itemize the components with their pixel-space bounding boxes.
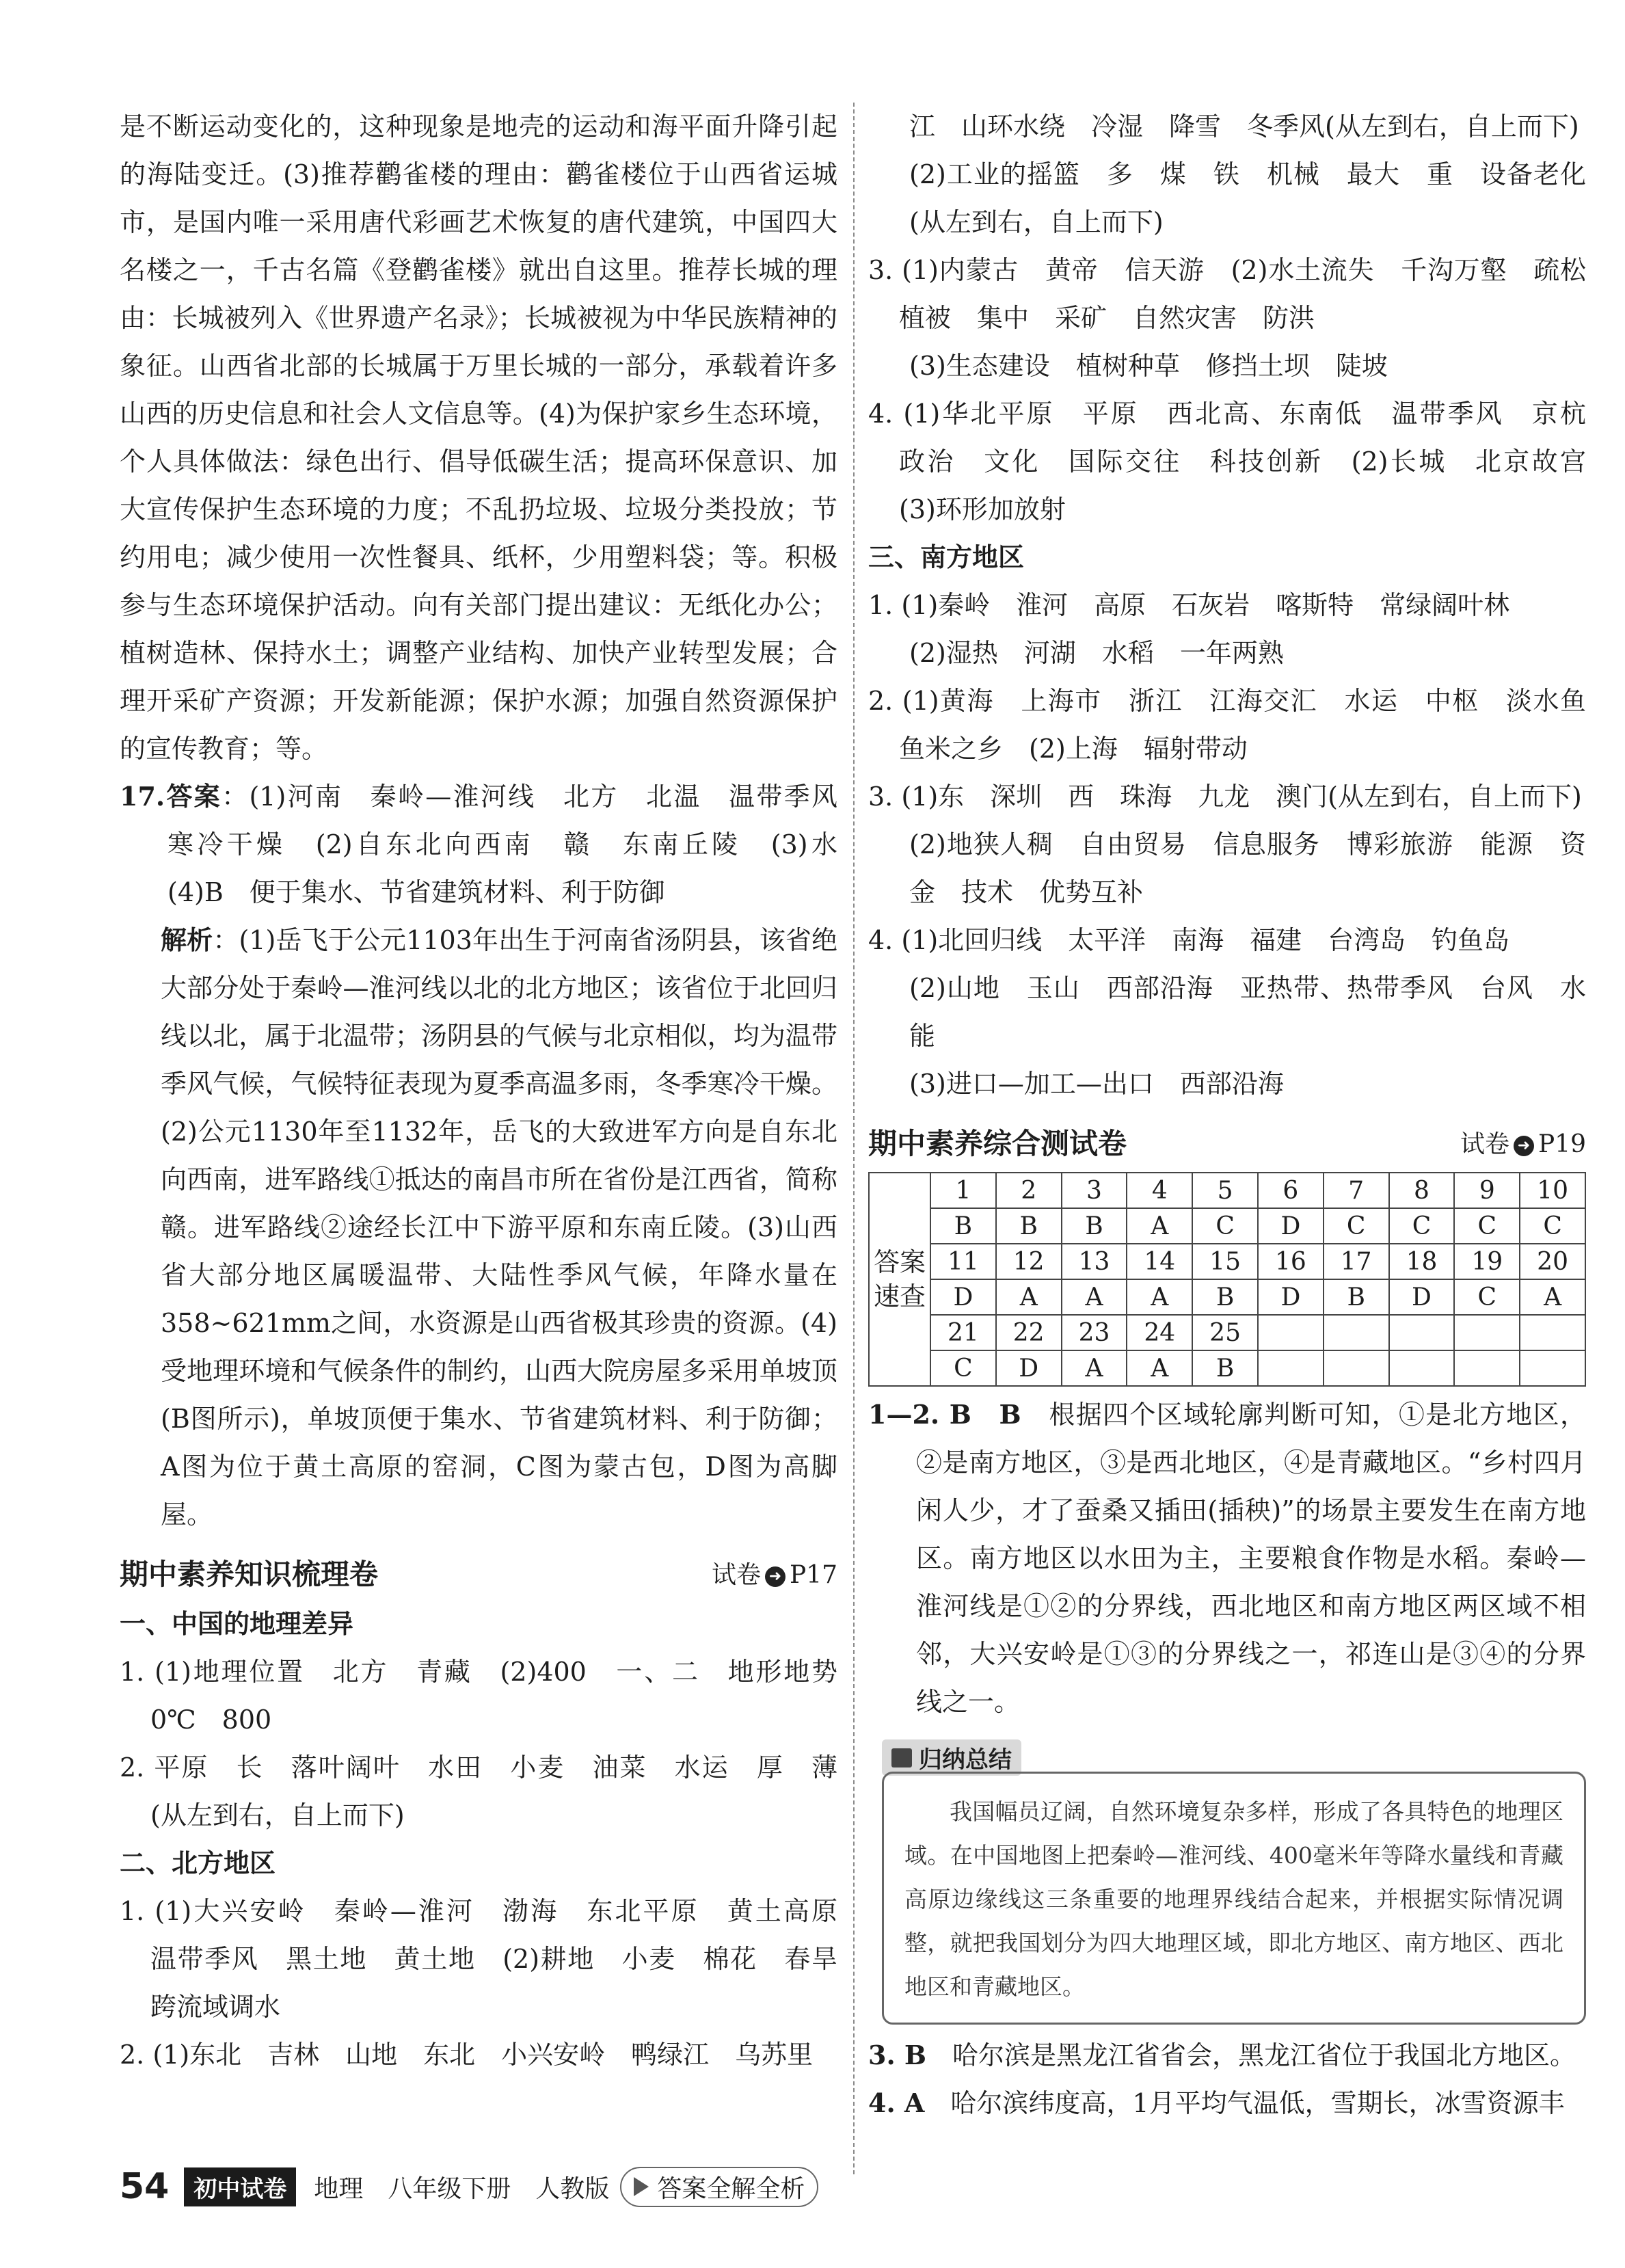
answer-cell: A <box>1062 1279 1127 1315</box>
empty-cell <box>1454 1350 1520 1386</box>
table-row <box>869 1279 1585 1315</box>
q17-number: 17. <box>120 781 165 812</box>
question-number: 15 <box>1192 1244 1258 1279</box>
question-number: 23 <box>1062 1315 1127 1350</box>
empty-cell <box>1324 1350 1389 1386</box>
question-number: 5 <box>1192 1173 1258 1208</box>
list-item: (2)工业的摇篮 多 煤 铁 机械 最大 重 设备老化(从左到右，自上而下) <box>909 159 1586 237</box>
answer-cell: B <box>1324 1279 1389 1315</box>
answer-cell: D <box>1389 1279 1455 1315</box>
left-column <box>120 103 864 2079</box>
empty-cell <box>1258 1315 1324 1350</box>
question-number: 25 <box>1192 1315 1258 1350</box>
page-footer <box>120 2166 818 2207</box>
empty-cell <box>1258 1350 1324 1386</box>
table-row <box>869 1208 1585 1244</box>
table-row <box>869 1350 1585 1386</box>
q16-continuation: 是不断运动变化的，这种现象是地壳的运动和海平面升降引起的海陆变迁。(3)推荐鹳雀楼的理由：鹳雀楼位于山西省运城市，是国内唯一采用唐代彩画艺术恢复的唐代建筑，中国四大名楼之一，千古名篇《登鹳雀楼》就出自这里。推荐长城的理由：长城被列入《世界遗产名录》；长城被视为中华民族精神的象征。山西省北部的长城属于万里长城的一部分，承载着许多山西的历史信息和社会人文信息等。(4)为保护家乡生态环境，个人具体做法：绿色出行、倡导低碳生活；提高环保意识、加大宣传保护生态环境的力度；不乱扔垃圾、垃圾分类投放；节约用电；减少使用一次性餐具、纸杯，少用塑料袋；等。积极参与生态环境保护活动。向有关部门提出建议：无纸化办公；植树造林、保持水土；调整产业结构、加快产业转型发展；合理开采矿产资源；开发新能源；保护水源；加强自然资源保护的宣传教育；等。 <box>120 111 837 764</box>
ref-label: 试卷 <box>711 1560 761 1589</box>
list-item: 4. (1)华北平原 平原 西北高、东南低 温带季风 京杭 政治 文化 国际交往 科技创新 (2)长城 北京故宫 (3)环形加放射 <box>868 399 1613 524</box>
question-number: 2 <box>996 1173 1062 1208</box>
section-title: 期中素养综合测试卷 <box>868 1127 1127 1160</box>
book-icon <box>891 1748 912 1767</box>
summary-title: 归纳总结 <box>919 1746 1012 1774</box>
summary-tag <box>882 1739 1021 1776</box>
question-number: 1 <box>930 1173 996 1208</box>
question-number: 14 <box>1127 1244 1192 1279</box>
table-label: 答案速查 <box>869 1173 930 1386</box>
answer-cell: C <box>1192 1208 1258 1244</box>
q4-text: 哈尔滨纬度高，1月平均气温低，雪期长，冰雪资源丰 <box>924 2088 1565 2118</box>
answer-cell: A <box>1062 1350 1127 1386</box>
q17-answer-label: 答案 <box>165 781 222 812</box>
part-title: 三、南方地区 <box>868 542 1025 572</box>
ref-page: P17 <box>789 1560 837 1589</box>
q3-head: 3. B <box>868 2040 927 2070</box>
answer-cell: C <box>1454 1279 1520 1315</box>
list-item: 2. (1)黄海 上海市 浙江 江海交汇 水运 中枢 淡水鱼 鱼米之乡 (2)上海 辐射带动 <box>868 686 1613 764</box>
table-row <box>869 1315 1585 1350</box>
section-ref <box>712 1556 837 1590</box>
section-title: 期中素养知识梳理卷 <box>120 1558 379 1591</box>
question-number: 17 <box>1324 1244 1389 1279</box>
question-number: 7 <box>1324 1173 1389 1208</box>
answer-cell: B <box>1062 1208 1127 1244</box>
list-item: 1. (1)大兴安岭 秦岭—淮河 渤海 东北平原 黄土高原 温带季风 黑土地 黄土地 (2)耕地 小麦 棉花 春旱 跨流域调水 <box>120 1896 864 2022</box>
q3-explanation <box>868 2031 1586 2079</box>
table-row <box>869 1244 1585 1279</box>
q4-head: 4. A <box>868 2087 925 2118</box>
q17-answer-text: ：(1)河南 秦岭—淮河线 北方 北温 温带季风 寒冷干燥 (2)自东北向西南 赣 东南丘陵 (3)水 (4)B 便于集水、节省建筑材料、利于防御 <box>167 782 864 907</box>
answer-cell: C <box>1454 1208 1520 1244</box>
list-item: (2)山地 玉山 西部沿海 亚热带、热带季风 台风 水能 <box>909 973 1586 1051</box>
question-number: 21 <box>930 1315 996 1350</box>
list-item: 3. (1)东 深圳 西 珠海 九龙 澳门(从左到右，自上而下) <box>868 782 1582 812</box>
answer-cell: B <box>1192 1350 1258 1386</box>
question-number: 18 <box>1389 1244 1455 1279</box>
answer-key-pill <box>620 2167 818 2207</box>
column-divider <box>853 103 855 2174</box>
question-number: 24 <box>1127 1315 1192 1350</box>
question-number: 9 <box>1454 1173 1520 1208</box>
pill-label: 答案全解全析 <box>657 2174 805 2203</box>
q1-2-explanation <box>868 1391 1586 1726</box>
q1-2-text: 根据四个区域轮廓判断可知，①是北方地区，②是南方地区，③是西北地区，④是青藏地区。“乡村四月闲人少，才了蚕桑又插田(插秧)”的场景主要发生在南方地区。南方地区以水田为主，主要粮食作物是水稻。秦岭—淮河线是①②的分界线，西北地区和南方地区两区域不相邻，大兴安岭是①③的分界线之一，祁连山是③④的分界线之一。 <box>916 1400 1586 1717</box>
empty-cell <box>1324 1315 1389 1350</box>
question-number: 12 <box>996 1244 1062 1279</box>
section-header-knowledge <box>120 1545 837 1600</box>
answer-cell: C <box>1520 1208 1585 1244</box>
list-item: (2)湿热 河湖 水稻 一年两熟 <box>909 638 1284 668</box>
question-number: 19 <box>1454 1244 1520 1279</box>
question-number: 11 <box>930 1244 996 1279</box>
table-row <box>869 1173 1585 1208</box>
question-number: 16 <box>1258 1244 1324 1279</box>
empty-cell <box>1520 1315 1585 1350</box>
list-item: (2)地狭人稠 自由贸易 信息服务 博彩旅游 能源 资金 技术 优势互补 <box>909 829 1586 907</box>
answer-cell: A <box>1520 1279 1585 1315</box>
q1-2-head: 1—2. B B <box>868 1399 1021 1430</box>
right-column <box>868 103 1613 2127</box>
empty-cell <box>1389 1315 1455 1350</box>
play-icon <box>634 2177 649 2196</box>
list-item: 2. 平原 长 落叶阔叶 水田 小麦 油菜 水运 厚 薄 (从左到右，自上而下) <box>120 1752 864 1830</box>
empty-cell <box>1520 1350 1585 1386</box>
question-number: 3 <box>1062 1173 1127 1208</box>
q17-explanation-label: 解析 <box>161 924 213 955</box>
answer-cell: D <box>930 1279 996 1315</box>
question-number: 6 <box>1258 1173 1324 1208</box>
list-item: 2. (1)东北 吉林 山地 东北 小兴安岭 鸭绿江 乌苏里 <box>120 2040 814 2070</box>
answer-cell: D <box>1258 1208 1324 1244</box>
list-item: 1. (1)秦岭 淮河 高原 石灰岩 喀斯特 常绿阔叶林 <box>868 590 1510 620</box>
q17-answer <box>120 773 864 916</box>
ref-label: 试卷 <box>1460 1130 1509 1158</box>
answer-cell: A <box>1127 1279 1192 1315</box>
answer-cell: B <box>930 1208 996 1244</box>
summary-box <box>882 1772 1586 2025</box>
list-item: 1. (1)地理位置 北方 青藏 (2)400 一、二 地形地势 0℃ 800 <box>120 1657 864 1735</box>
list-item: 4. (1)北回归线 太平洋 南海 福建 台湾岛 钓鱼岛 <box>868 925 1510 955</box>
question-number: 4 <box>1127 1173 1192 1208</box>
part-title: 二、北方地区 <box>120 1847 276 1878</box>
q3-text: 哈尔滨是黑龙江省省会，黑龙江省位于我国北方地区。 <box>926 2040 1576 2070</box>
empty-cell <box>1454 1315 1520 1350</box>
answer-cell: C <box>1389 1208 1455 1244</box>
q17-explanation <box>120 916 837 1538</box>
book-info: 地理 八年级下册 人教版 <box>314 2174 610 2203</box>
section-ref <box>1460 1125 1586 1160</box>
answer-cell: C <box>1324 1208 1389 1244</box>
section-header-test <box>868 1115 1586 1169</box>
empty-cell <box>1389 1350 1455 1386</box>
part-title: 一、中国的地理差异 <box>120 1608 354 1639</box>
answer-cell: B <box>1192 1279 1258 1315</box>
answer-cell: B <box>996 1208 1062 1244</box>
question-number: 10 <box>1520 1173 1585 1208</box>
answer-cell: D <box>1258 1279 1324 1315</box>
ref-page: P19 <box>1537 1130 1586 1158</box>
answer-cell: A <box>1127 1350 1192 1386</box>
list-item: (3)生态建设 植树种草 修挡土坝 陡坡 <box>909 351 1388 381</box>
question-number: 22 <box>996 1315 1062 1350</box>
question-number: 8 <box>1389 1173 1455 1208</box>
q4-explanation <box>868 2079 1586 2127</box>
answer-cell: C <box>930 1350 996 1386</box>
answer-cell: D <box>996 1350 1062 1386</box>
summary-text: 我国幅员辽阔，自然环境复杂多样，形成了各具特色的地理区域。在中国地图上把秦岭—淮河线、400毫米年等降水量线和青藏高原边缘线这三条重要的地理界线结合起来，并根据实际情况调整，就把我国划分为四大地理区域，即北方地区、南方地区、西北地区和青藏地区。 <box>904 1798 1563 2000</box>
arrow-right-icon: ➜ <box>765 1566 785 1587</box>
list-item: 3. (1)内蒙古 黄帝 信天游 (2)水土流失 千沟万壑 疏松 植被 集中 采矿 自然灾害 防洪 <box>868 255 1613 333</box>
page-number: 54 <box>120 2166 170 2207</box>
question-number: 20 <box>1520 1244 1585 1279</box>
question-number: 13 <box>1062 1244 1127 1279</box>
brand-label: 初中试卷 <box>184 2167 296 2206</box>
answer-table <box>868 1172 1586 1387</box>
list-item: 江 山环水绕 冷湿 降雪 冬季风(从左到右，自上而下) <box>909 111 1579 142</box>
list-item: (3)进口—加工—出口 西部沿海 <box>909 1069 1284 1099</box>
answer-cell: A <box>1127 1208 1192 1244</box>
arrow-right-icon: ➜ <box>1514 1136 1534 1156</box>
answer-cell: A <box>996 1279 1062 1315</box>
q17-explanation-text: ：(1)岳飞于公元1103年出生于河南省汤阴县，该省绝大部分处于秦岭—淮河线以北的北方地区；该省位于北回归线以北，属于北温带；汤阴县的气候与北京相似，均为温带季风气候，气候特征表现为夏季高温多雨，冬季寒冷干燥。(2)公元1130年至1132年，岳飞的大致进军方向是自东北向西南，进军路线①抵达的南昌市所在省份是江西省，简称赣。进军路线②途经长江中下游平原和东南丘陵。(3)山西省大部分地区属暖温带、大陆性季风气候，年降水量在358~621mm之间，水资源是山西省极其珍贵的资源。(4)受地理环境和气候条件的制约，山西大院房屋多采用单坡顶(B图所示)，单坡顶便于集水、节省建筑材料、利于防御；A图为位于黄土高原的窑洞，C图为蒙古包，D图为高脚屋。 <box>161 925 837 1530</box>
